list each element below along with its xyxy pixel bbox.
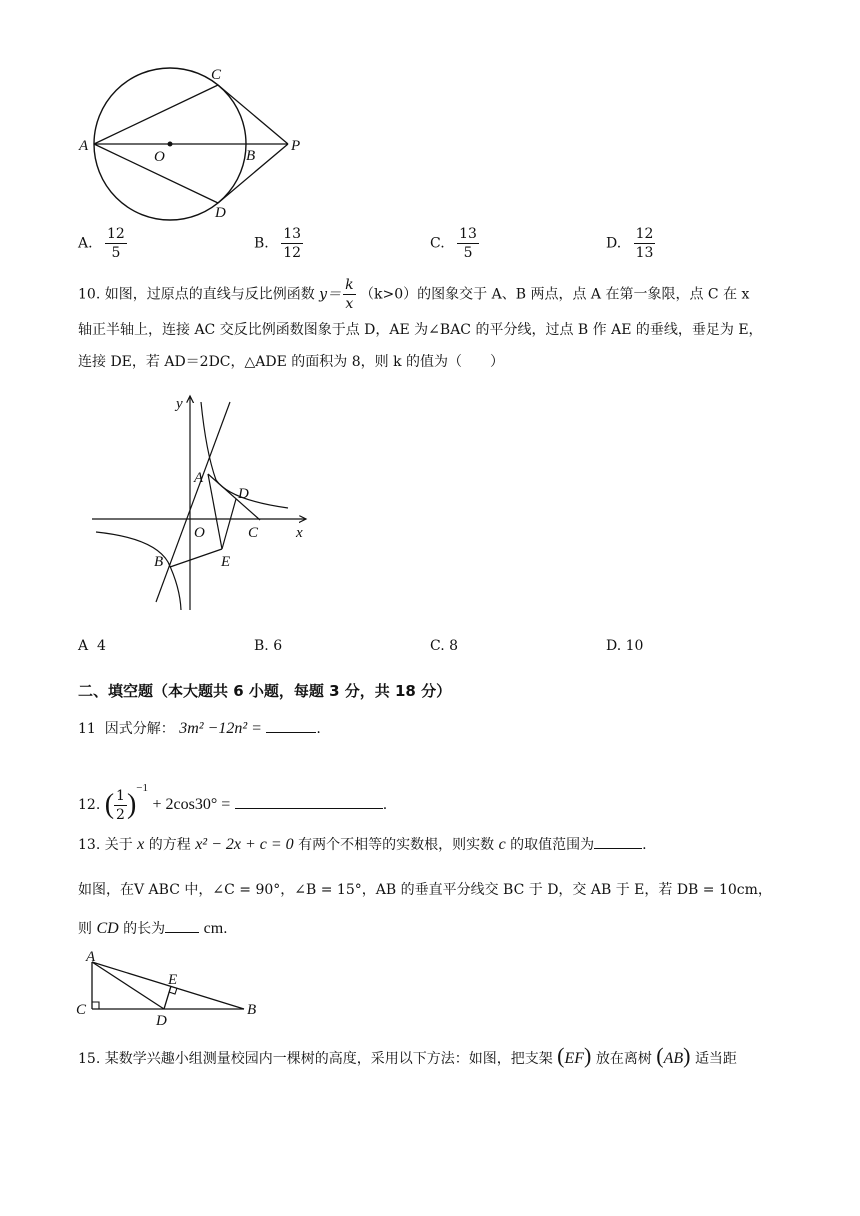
- label-b: B: [154, 554, 164, 570]
- option-label: B.: [254, 235, 269, 252]
- function-fraction: [343, 276, 355, 313]
- q10-option-b: [254, 638, 282, 654]
- right-paren: ): [584, 1043, 592, 1068]
- q15: [78, 1043, 737, 1069]
- option-value: 8: [449, 638, 459, 654]
- left-paren: (: [557, 1043, 565, 1068]
- q10-option-d: [606, 638, 643, 654]
- right-paren: ): [683, 1043, 691, 1068]
- answer-blank[interactable]: [165, 918, 199, 933]
- option-label: A: [78, 638, 89, 654]
- q10-option-c: [430, 638, 458, 654]
- q14-line-2: [78, 918, 228, 939]
- option-label: D.: [606, 235, 622, 252]
- math-expression: 3m² −12n² =: [179, 720, 262, 737]
- question-text: 适当距: [694, 1051, 737, 1067]
- question-number: 13.: [78, 837, 101, 853]
- numerator: 12: [107, 226, 125, 242]
- option-fraction: [634, 225, 656, 262]
- right-triangle-figure: [72, 950, 272, 1028]
- question-text: 的方程: [148, 837, 191, 853]
- option-label: D.: [606, 638, 622, 654]
- q10-line-3: 连接 DE，若 AD＝2DC，△ADE 的面积为 8，则 k 的值为（ ）: [78, 354, 505, 370]
- right-paren: ): [126, 789, 137, 820]
- option-value: 10: [625, 638, 644, 654]
- question-number: 10.: [78, 286, 101, 303]
- denominator: 13: [635, 245, 654, 261]
- q13: [78, 834, 647, 855]
- label-e: E: [168, 972, 178, 988]
- label-c: C: [76, 1002, 87, 1018]
- question-text: 某数学兴趣小组测量校园内一棵树的高度，采用以下方法：如图，把支架: [104, 1051, 553, 1067]
- label-o: O: [194, 525, 205, 541]
- equation: x² − 2x + c = 0: [195, 836, 294, 853]
- exponent: −1: [136, 782, 149, 794]
- option-fraction: [457, 225, 479, 262]
- label-a: A: [194, 470, 204, 486]
- question-text: 则: [78, 921, 92, 937]
- numerator: 13: [459, 226, 477, 242]
- option-fraction: [281, 225, 303, 262]
- section-heading: 二、填空题（本大题共 6 小题，每题 3 分，共 18 分）: [78, 682, 452, 700]
- label-y: y: [176, 396, 183, 412]
- answer-blank[interactable]: [594, 834, 642, 849]
- numerator: 12: [635, 226, 654, 242]
- option-label: A.: [78, 235, 93, 252]
- hyperbola-figure: [88, 392, 318, 617]
- q9-option-a: [78, 225, 127, 262]
- denominator: x: [345, 296, 354, 312]
- label-x: x: [296, 525, 303, 541]
- variable-x: x: [137, 836, 145, 853]
- period: .: [316, 721, 321, 737]
- fraction-half: [114, 787, 127, 824]
- option-label: B.: [254, 638, 269, 654]
- q9-option-b: [254, 225, 303, 262]
- circle-tangent-figure: [70, 62, 320, 224]
- segment-cp: [218, 85, 288, 144]
- label-b: B: [246, 148, 256, 164]
- segment-be: [170, 549, 222, 567]
- hyperbola-branch-2: [96, 532, 181, 610]
- segment-de: [222, 499, 236, 549]
- question-text: 放在离树: [595, 1051, 652, 1067]
- q11: [78, 718, 321, 739]
- left-paren: (: [656, 1043, 664, 1068]
- period: .: [642, 837, 647, 853]
- option-label: C.: [430, 235, 445, 252]
- left-paren: (: [104, 789, 115, 820]
- option-fraction: [105, 225, 127, 262]
- question-number: 15.: [78, 1051, 101, 1067]
- label-a: A: [79, 138, 89, 154]
- variable-c: c: [498, 836, 506, 853]
- segment-cd-label: CD: [96, 920, 119, 937]
- function-lhs: y＝: [319, 286, 342, 303]
- question-text: 的长为: [123, 921, 166, 937]
- label-c: C: [248, 525, 259, 541]
- line-through-origin: [156, 402, 230, 602]
- label-d: D: [238, 486, 249, 502]
- question-number: 11: [78, 721, 96, 737]
- label-a: A: [86, 950, 96, 965]
- numerator: 1: [116, 787, 125, 804]
- q10-option-a: [78, 638, 106, 654]
- answer-blank[interactable]: [235, 794, 383, 809]
- label-o: O: [154, 149, 165, 165]
- label-p: P: [291, 138, 301, 154]
- unit: cm: [203, 920, 224, 937]
- tree-ab-label: AB: [663, 1050, 684, 1067]
- label-e: E: [221, 554, 231, 570]
- q10-line-1: [78, 276, 749, 313]
- segment-ad: [92, 962, 164, 1009]
- question-text: 如图，过原点的直线与反比例函数: [104, 286, 315, 303]
- answer-blank[interactable]: [266, 718, 316, 733]
- label-c: C: [211, 67, 222, 83]
- denominator: 5: [463, 245, 473, 261]
- q10-line-2: 轴正半轴上，连接 AC 交反比例函数图象于点 D，AE 为∠BAC 的平分线，过点 B 作 AE 的垂线，垂足为 E，: [78, 322, 763, 338]
- question-text: （k>0）的图象交于 A、B 两点，点 A 在第一象限，点 C 在 x: [360, 286, 750, 303]
- support-ef-label: EF: [564, 1050, 585, 1067]
- denominator: 12: [283, 245, 302, 261]
- question-text: 因式分解：: [104, 721, 175, 737]
- period: .: [382, 797, 388, 813]
- numerator: k: [345, 277, 354, 293]
- q9-option-d: [606, 225, 655, 262]
- denominator: 2: [116, 806, 125, 823]
- q12: [78, 766, 387, 827]
- denominator: 5: [111, 245, 121, 261]
- numerator: 13: [283, 226, 302, 242]
- label-b: B: [247, 1002, 257, 1018]
- q14-line-1: 如图，在V ABC 中，∠C = 90°，∠B = 15°，AB 的垂直平分线交 BC 于 D，交 AB 于 E，若 DB = 10cm，: [78, 882, 772, 898]
- label-d: D: [215, 205, 226, 221]
- q9-option-c: [430, 225, 479, 262]
- option-label: C.: [430, 638, 445, 654]
- label-d: D: [156, 1013, 167, 1028]
- question-text: 的取值范围为: [510, 837, 595, 853]
- segment-de: [164, 986, 171, 1009]
- period: .: [223, 921, 228, 937]
- question-text: 关于: [104, 837, 133, 853]
- option-value: 6: [273, 638, 283, 654]
- center-point: [168, 142, 173, 147]
- option-value: 4: [97, 638, 106, 654]
- right-angle-mark-c: [92, 1002, 99, 1009]
- question-number: 12.: [78, 797, 101, 813]
- math-expression: + 2cos30° =: [152, 796, 231, 813]
- question-text: 有两个不相等的实数根，则实数: [298, 837, 495, 853]
